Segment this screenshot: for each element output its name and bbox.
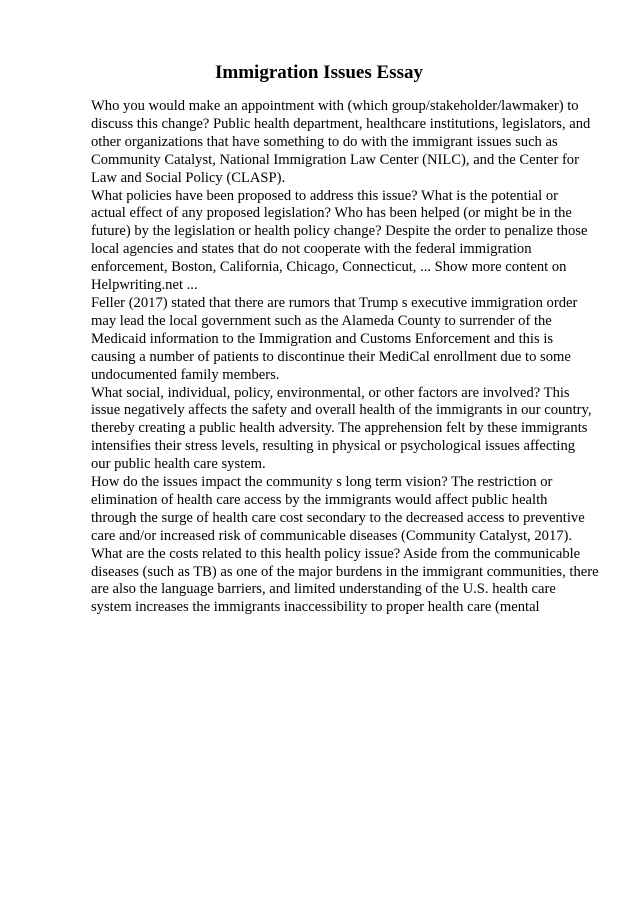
text-line: Community Catalyst, National Immigration Law Center (NILC), and the Center for <box>91 151 579 168</box>
text-line: local agencies and states that do not cooperate with the federal immigration <box>91 241 532 258</box>
text-line: enforcement, Boston, California, Chicago, Connecticut, ... Show more content on <box>91 259 567 276</box>
text-line: discuss this change? Public health department, healthcare institutions, legislators, and <box>91 115 591 132</box>
text-line: future) by the legislation or health policy change? Despite the order to penalize those <box>91 223 588 240</box>
text-line: How do the issues impact the community s long term vision? The restriction or <box>91 474 553 491</box>
text-line: Law and Social Policy (CLASP). <box>91 169 286 186</box>
text-line: diseases (such as TB) as one of the major burdens in the immigrant communities, there <box>91 563 599 580</box>
text-line: our public health care system. <box>91 456 266 473</box>
text-line: Feller (2017) stated that there are rumors that Trump s executive immigration order <box>91 294 578 311</box>
text-line: What are the costs related to this health policy issue? Aside from the communicable <box>91 545 581 562</box>
page-title: Immigration Issues Essay <box>215 62 423 83</box>
text-line: Helpwriting.net ... <box>91 277 198 294</box>
text-line: are also the language barriers, and limited understanding of the U.S. health care <box>91 581 556 598</box>
text-line: care and/or increased risk of communicable diseases (Community Catalyst, 2017). <box>91 527 573 544</box>
text-line: What social, individual, policy, environmental, or other factors are involved? This <box>91 384 570 401</box>
text-line: Medicaid information to the Immigration and Customs Enforcement and this is <box>91 330 554 347</box>
text-line: undocumented family members. <box>91 366 280 383</box>
text-line: through the surge of health care cost secondary to the decreased access to preventive <box>91 509 585 526</box>
text-line: What policies have been proposed to address this issue? What is the potential or <box>91 187 559 204</box>
text-line: intensifies their stress levels, resulting in physical or psychological issues affecting <box>91 438 576 455</box>
text-line: issue negatively affects the safety and overall health of the immigrants in our country, <box>91 402 592 419</box>
text-line: causing a number of patients to discontinue their MediCal enrollment due to some <box>91 348 571 365</box>
essay-body <box>91 98 611 617</box>
text-line: thereby creating a public health adversity. The apprehension felt by these immigrants <box>91 420 588 437</box>
text-line: Who you would make an appointment with (which group/stakeholder/lawmaker) to <box>91 98 579 114</box>
text-line: may lead the local government such as the Alameda County to surrender of the <box>91 312 552 329</box>
text-line: system increases the immigrants inaccessibility to proper health care (mental <box>91 599 540 616</box>
text-line: other organizations that have something to do with the immigrant issues such as <box>91 133 558 150</box>
text-line: actual effect of any proposed legislation? Who has been helped (or might be in the <box>91 205 572 222</box>
text-line: elimination of health care access by the immigrants would affect public health <box>91 491 548 508</box>
